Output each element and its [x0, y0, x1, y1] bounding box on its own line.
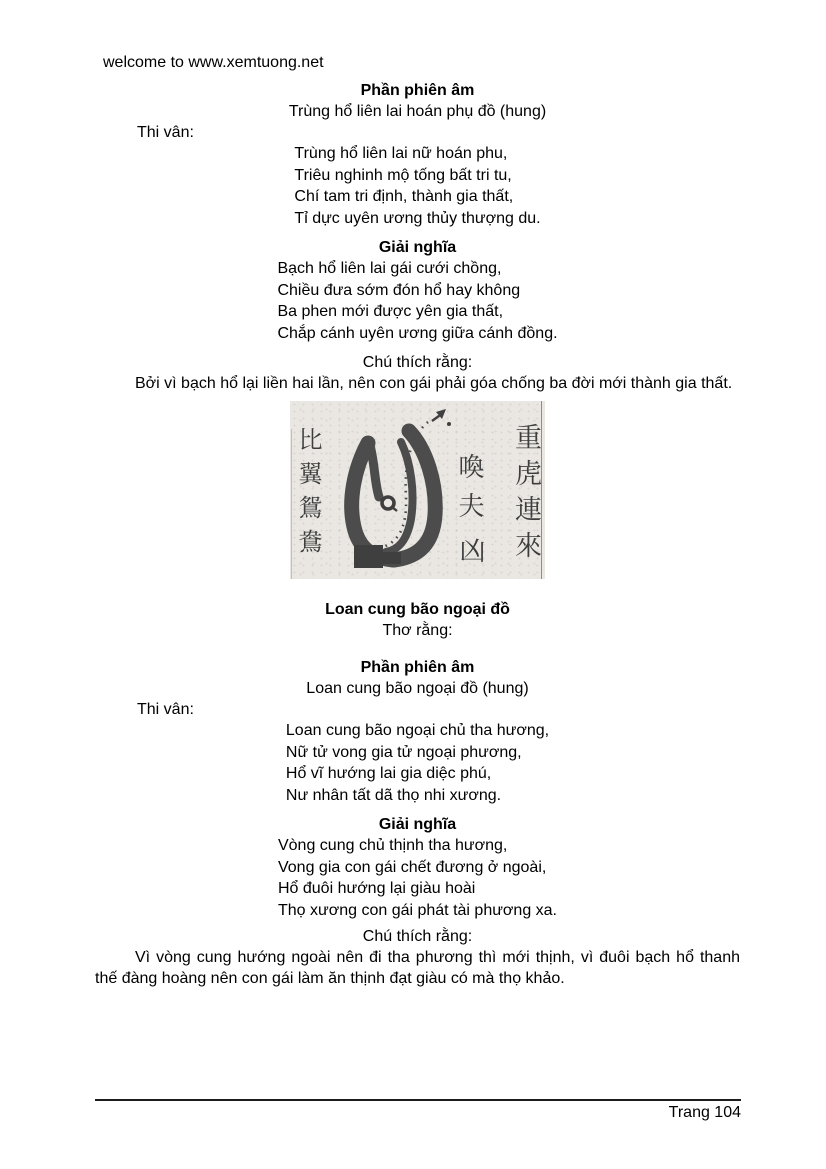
giai-nghia-title-1: Giải nghĩa — [378, 239, 457, 256]
poem-line: Vong gia con gái chết đương ở ngoài, — [277, 858, 547, 876]
poem-line: Chiều đưa sớm đón hổ hay không — [277, 281, 521, 299]
poem-line: Chắp cánh uyên ương giữa cánh đồng. — [277, 324, 558, 342]
chinese-caption-right: 重虎連來 — [510, 423, 541, 567]
poem-line: Thọ xương con gái phát tài phương xa. — [277, 901, 557, 919]
poem-line: Nữ tử vong gia tử ngoại phương, — [285, 743, 522, 761]
chinese-caption-middle: 喚夫 — [454, 453, 484, 531]
poem-line: Nư nhân tất dã thọ nhi xương. — [285, 786, 502, 804]
page-number: Trang 104 — [668, 1104, 741, 1121]
poem-line: Triêu nghinh mộ tống bất tri tu, — [294, 166, 512, 184]
page-footer — [95, 1099, 741, 1123]
thi-van-label-1: Thi vân: — [137, 124, 194, 141]
poem-line: Trùng hổ liên lai nữ hoán phu, — [294, 145, 508, 162]
giai-nghia-poem-2 — [278, 835, 557, 921]
poem-line: Ba phen mới được yên gia thất, — [277, 303, 504, 320]
giai-nghia-title-2: Giải nghĩa — [378, 816, 457, 833]
site-header-text: welcome to www.xemtuong.net — [103, 54, 324, 71]
giai-nghia-poem-1 — [277, 258, 557, 344]
thi-van-label-2: Thi vân: — [137, 701, 194, 718]
poem-line: Chí tam tri định, thành gia thất, — [294, 188, 514, 205]
tho-rang-label: Thơ rằng: — [382, 622, 453, 639]
chinese-verdict-glyph: 凶 — [455, 537, 485, 563]
chu-thich-text-2: Vì vòng cung hướng ngoài nên đi tha phương thì mới thịnh, vì đuôi bạch hổ thanh thế đàng hoàng nên con gái làm ăn thịnh đạt giàu có mà thọ khảo. — [95, 949, 740, 987]
phien-am-subtitle-2: Loan cung bão ngoại đồ (hung) — [306, 680, 529, 697]
poem-line: Hổ vĩ hướng lai gia diệc phú, — [285, 765, 492, 782]
section2-title: Loan cung bão ngoại đồ — [325, 601, 510, 618]
poem-line: Hổ đuôi hướng lại giàu hoài — [277, 880, 476, 897]
phien-am-poem-2 — [286, 720, 549, 806]
poem-line: Loan cung bão ngoại chủ tha hương, — [285, 722, 550, 739]
phien-am-title-2: Phần phiên âm — [360, 659, 475, 676]
chinese-caption-left: 比翼鴛鴦 — [294, 427, 322, 563]
poem-line: Tỉ dực uyên ương thủy thượng du. — [294, 209, 541, 227]
chu-thich-text-1: Bởi vì bạch hổ lại liền hai lần, nên con gái phải góa chống ba đời mới thành gia thất. — [135, 375, 733, 392]
poem-line: Vòng cung chủ thịnh tha hương, — [277, 837, 508, 854]
phien-am-title-1: Phần phiên âm — [360, 82, 475, 99]
scan-illustration — [290, 401, 545, 579]
tiger-claw-drawing — [290, 401, 545, 579]
phien-am-poem-1 — [294, 143, 540, 229]
phien-am-subtitle-1: Trùng hổ liên lai hoán phụ đồ (hung) — [288, 103, 547, 120]
poem-line: Bạch hổ liên lai gái cưới chồng, — [277, 260, 502, 277]
chu-thich-label-2: Chú thích rằng: — [362, 928, 473, 945]
chu-thich-label-1: Chú thích rằng: — [362, 354, 473, 371]
